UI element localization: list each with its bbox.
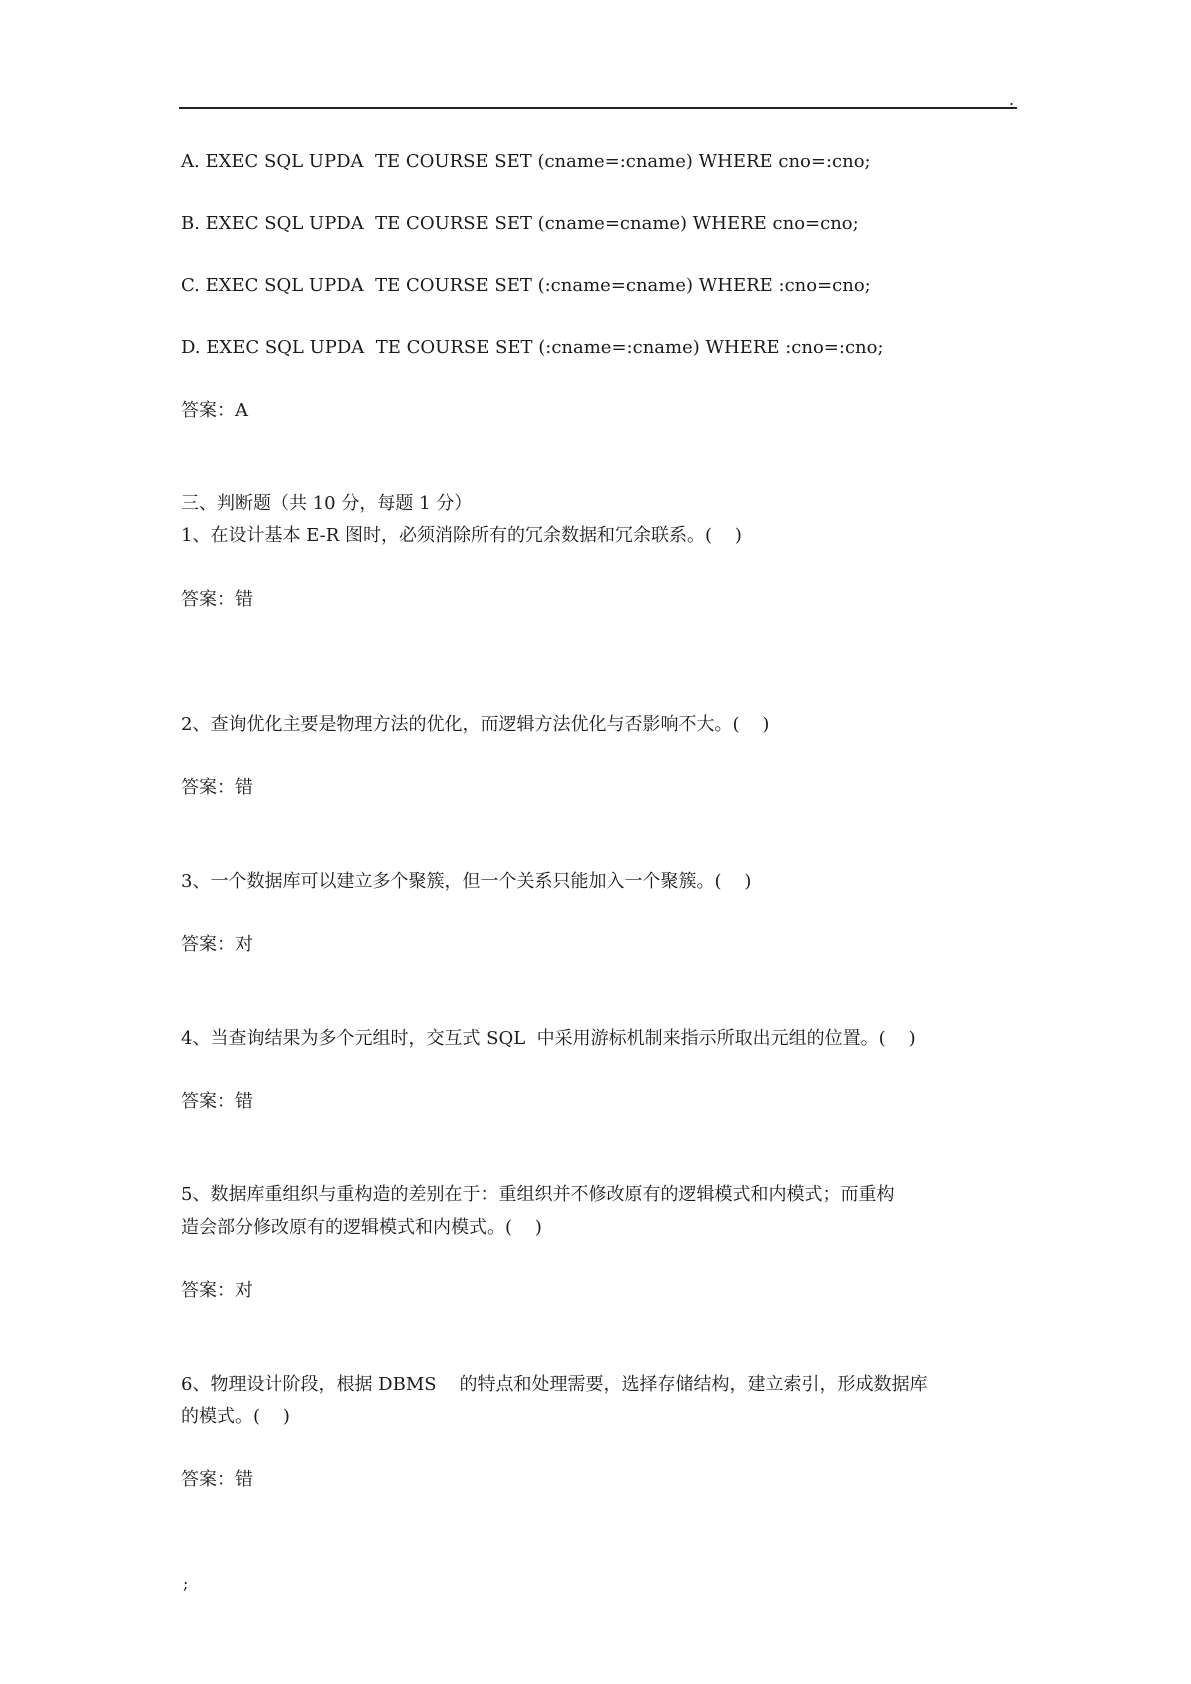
- question-3: 3、一个数据库可以建立多个聚簇，但一个关系只能加入一个聚簇。( ): [181, 871, 752, 892]
- question-1: 1、在设计基本 E-R 图时，必须消除所有的冗余数据和冗余联系。( ): [181, 525, 742, 546]
- answer-2: 答案：错: [181, 777, 253, 798]
- header-mark: .: [1009, 90, 1015, 109]
- option-a: A. EXEC SQL UPDA TE COURSE SET (cname=:cname) WHERE cno=:cno;: [181, 151, 871, 172]
- question-4: 4、当查询结果为多个元组时，交互式 SQL 中采用游标机制来指示所取出元组的位置。( ): [181, 1028, 916, 1049]
- answer-6: 答案：错: [181, 1469, 253, 1490]
- question-5-line-1: 5、数据库重组织与重构造的差别在于：重组织并不修改原有的逻辑模式和内模式；而重构: [181, 1184, 895, 1205]
- answer-1: 答案：错: [181, 589, 253, 610]
- answer-3: 答案：对: [181, 934, 253, 955]
- options-answer: 答案：A: [181, 400, 248, 421]
- question-2: 2、查询优化主要是物理方法的优化，而逻辑方法优化与否影响不大。( ): [181, 714, 770, 735]
- option-c: C. EXEC SQL UPDA TE COURSE SET (:cname=cname) WHERE :cno=cno;: [181, 275, 871, 296]
- section-title: 三、判断题（共 10 分，每题 1 分）: [181, 493, 473, 514]
- question-5-line-2: 造会部分修改原有的逻辑模式和内模式。( ): [181, 1217, 542, 1238]
- option-b: B. EXEC SQL UPDA TE COURSE SET (cname=cname) WHERE cno=cno;: [181, 213, 859, 234]
- answer-5: 答案：对: [181, 1280, 253, 1301]
- question-6-line-2: 的模式。( ): [181, 1406, 290, 1427]
- option-d: D. EXEC SQL UPDA TE COURSE SET (:cname=:cname) WHERE :cno=:cno;: [181, 337, 884, 358]
- question-6-line-1: 6、物理设计阶段，根据 DBMS 的特点和处理需要，选择存储结构，建立索引，形成数据库: [181, 1374, 928, 1395]
- footer-mark: ;: [183, 1574, 189, 1593]
- answer-4: 答案：错: [181, 1091, 253, 1112]
- header-rule: [179, 107, 1017, 109]
